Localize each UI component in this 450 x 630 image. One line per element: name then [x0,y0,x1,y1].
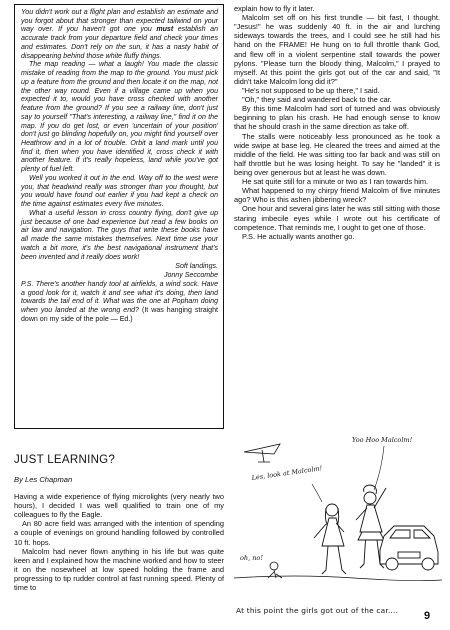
article-paragraph: "Oh," they said and wandered back to the car. [242,95,392,105]
crouching-man-figure [268,562,282,578]
cartoon-bubble-oh-no: oh, no! [240,554,263,562]
article-paragraph: Having a wide experience of flying microlights (very nearly two hours), I decided I was well qualified to train one of my colleagues to fly the Eagle. [14,492,224,520]
article-paragraph: By this time Malcolm had sort of turned and was obviously beginning to plan his crash. He had enough sense to know that he should crash in the same direction as take off. [234,104,440,132]
article-paragraph: explain how to fly it later. [234,4,315,13]
cartoon-caption: At this point the girls got out of the car.... [236,606,399,615]
right-column [234,4,440,241]
letter-postscript: P.S. There's another handy tool at airfields, a wind sock. Have a good look for it, watch it and see what it's doing, then land towards the tail end of it. What was the one at Popham doing when you landed at the wrong end? (It was hanging straight down on my side of the pole — Ed.) [21,280,218,323]
page-number: 9 [424,610,431,622]
left-column [14,4,224,429]
microlight-figure [244,444,280,462]
article-paragraph: One hour and several gins later he was still sitting with those staring imbecile eyes while I wrote out his certificate of competence. That reminds me, I ought to get one of those. [234,204,441,232]
article-body-left [14,492,224,622]
article-paragraph: He sat quite still for a minute or two as I ran towards him. [242,177,429,187]
article-paragraph: "He's not supposed to be up there," I said. [242,85,380,95]
article-paragraph: Malcolm had never flown anything in his life but was quite keen and I explained how the machine worked and how to steer it on the nosewheel at low speed holding the frame and progressing to tip rudder control at fast running speed. Plenty of time to [14,546,224,593]
letter-paragraph-4: What a useful lesson in cross country flying, don't give up just because of one bad experience but read a few books on air law and navigation. The guys that write these books have all made the same mistakes themselves. Next time use your watch a bit more, it's the best navigational instrument that's been invented and it really does work! [21,209,218,261]
article-paragraph: An 80 acre field was arranged with the intention of spending a couple of evenings on ground handling followed by controlled 10 ft. hops. [14,519,224,547]
letter-signoff: Soft landings. [175,263,218,271]
cartoon-bubble-yoo-hoo: Yoo Hoo Malcolm! [352,436,413,444]
article-paragraph: The stalls were noticeably less pronounced as he took a wide swipe at base leg. He cleared the trees and aimed at the middle of the field. He was sitting too far back and was still on half throttle but he was losing height. To say he "landed" it is being over generous but at least he was down. [234,131,440,177]
cartoon-illustration [234,428,442,604]
editor-note: (It was hanging straight down on my side of the pole — Ed.) [21,306,218,323]
letter-author: Jonny Seccombe [163,272,218,280]
car-drawing [380,526,438,570]
letter-paragraph-3: Well you worked it out in the end. Way off to the west were you, that headwind really was stronger than you thought, but you would have found out earlier if you had kept a check on the time against estimates every five minutes. [21,174,218,209]
article-title: JUST LEARNING? [14,454,116,466]
article-paragraph: P.S. He actually wants another go. [242,231,355,241]
article-byline: By Les Chapman [14,475,73,484]
letter-paragraph-2: The map reading — what a laugh! You made the classic mistake of reading from the map to the ground. You must pick up a feature from the ground and then locate it on the map, not the other way round. Even if a village came up when you expected it to, would you have cross checked with another feature from the ground? If you see a railway line, don't just say to yourself "That's interesting, a railway line," find it on the map. If you do get lost, or even 'uncertain of your position' don't just go blinding hopefully on, you might find yourself over Heathrow and in a lot of trouble. Orbit a land mark until you find it, then when you have identified it, cross check it with another feature. If it's really hopeless, land while you've got plenty of fuel left. [21,61,218,174]
emphasis-must: must [156,26,174,34]
article-paragraph: What happened to my chirpy friend Malcolm of five minutes ago? Who is this ashen jibbering wreck? [234,186,440,205]
girl-left-figure [314,504,346,574]
cartoon-bubble-les: Les, look at Malcolm! [251,464,323,482]
letter-paragraph-1: You didn't work out a flight plan and establish an estimate and you forgot about that stronger than expected tailwind on your way over. If you haven't got one you must establish an accurate track from your departure field and check your times and estimates. Don't rely on the sun, it has a nasty habit of disappearing behind those white fluffy things. [21,9,218,60]
article-paragraph: Malcolm set off on his first trundle — bit fast, I thought. "Jesus!" he was suddenly 40 ft. in the air and lurching sideways towards the trees, and I could see he still had his hand on the FRAME! He hung on to full throttle thank God, and flew off in a violent serpentine stall towards the power pylons. "Please turn the bloody thing, Malcolm," I prayed to myself. At this point the girls got out of the car and said, "It didn't take Malcolm long did it?" [234,13,440,86]
letter-box [14,4,224,429]
